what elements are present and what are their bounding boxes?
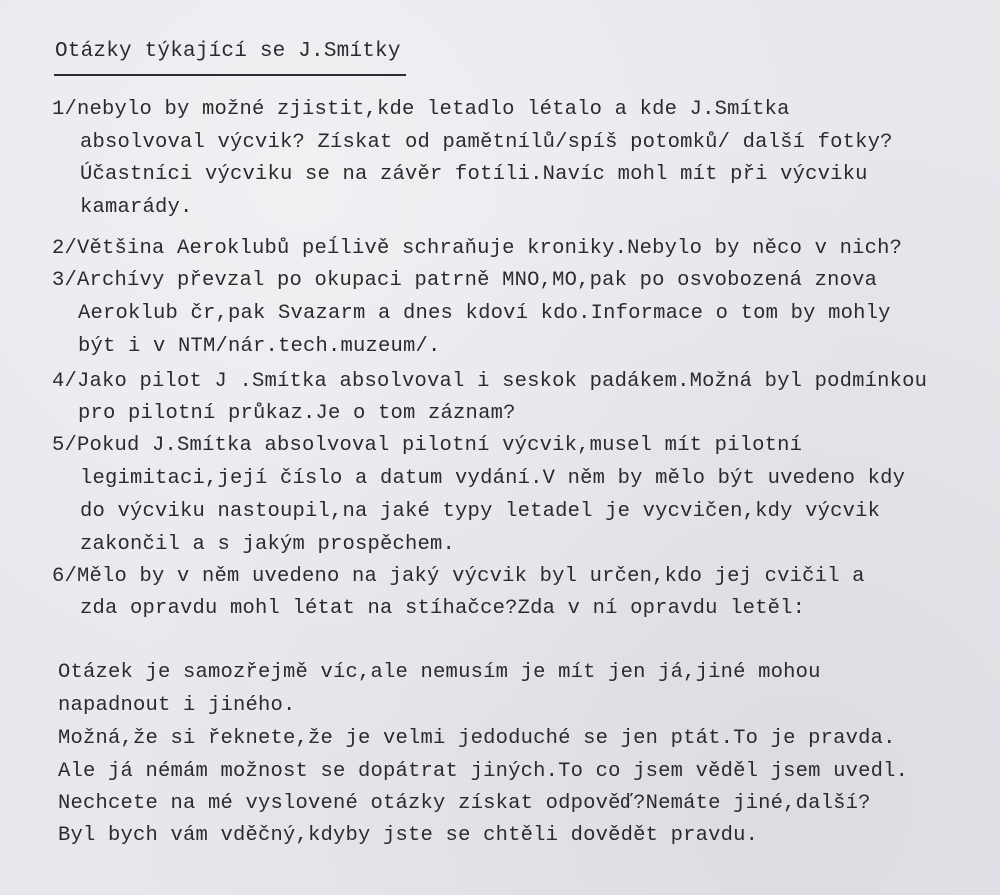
question-5-line-4: zakončil a s jakým prospěchem. bbox=[80, 533, 456, 556]
question-4-line-2: pro pilotní průkaz.Je o tom záznam? bbox=[78, 402, 516, 425]
question-3-line-2: Aeroklub čr,pak Svazarm a dnes kdoví kdo.Informace o tom by mohly bbox=[78, 302, 891, 325]
closing-line-4: Ale já némám možnost se dopátrat jiných.To co jsem věděl jsem uvedl. bbox=[58, 760, 909, 783]
document-title: Otázky týkající se J.Smítky bbox=[55, 40, 401, 63]
closing-line-3: Možná,že si řeknete,že je velmi jedoduché se jen ptát.To je pravda. bbox=[58, 727, 896, 750]
question-4-line-1: 4/Jako pilot J .Smítka absolvoval i seskok padákem.Možná byl podmínkou bbox=[52, 370, 928, 393]
question-5-line-2: legimitaci,její číslo a datum vydání.V něm by mělo být uvedeno kdy bbox=[80, 467, 906, 490]
question-3-line-3: být i v NTM/nár.tech.muzeum/. bbox=[78, 335, 441, 358]
closing-line-6: Byl bych vám vděčný,kdyby jste se chtěli dovědět pravdu. bbox=[58, 824, 759, 847]
question-1-line-2: absolvoval výcvik? Získat od pamětnílů/spíš potomků/ další fotky? bbox=[80, 131, 893, 154]
closing-line-5: Nechcete na mé vyslovené otázky získat odpověď?Nemáte jiné,další? bbox=[58, 792, 871, 815]
question-1-line-1: 1/nebylo by možné zjistit,kde letadlo létalo a kde J.Smítka bbox=[52, 98, 790, 121]
closing-line-2: napadnout i jiného. bbox=[58, 694, 296, 717]
question-1-line-4: kamarády. bbox=[80, 196, 193, 219]
title-underline bbox=[54, 74, 406, 76]
closing-line-1: Otázek je samozřejmě víc,ale nemusím je mít jen já,jiné mohou bbox=[58, 661, 821, 684]
question-6-line-2: zda opravdu mohl létat na stíhačce?Zda v ní opravdu letěl: bbox=[80, 597, 806, 620]
question-1-line-3: Účastníci výcviku se na závěr fotíli.Navíc mohl mít při výcviku bbox=[80, 163, 868, 186]
question-5-line-3: do výcviku nastoupil,na jaké typy letadel je vycvičen,kdy výcvik bbox=[80, 500, 881, 523]
question-6-line-1: 6/Mělo by v něm uvedeno na jaký výcvik byl určen,kdo jej cvičil a bbox=[52, 565, 865, 588]
question-2-line-1: 2/Většina Aeroklubů peĺlivě schraňuje kroniky.Nebylo by něco v nich? bbox=[52, 237, 903, 260]
question-5-line-1: 5/Pokud J.Smítka absolvoval pilotní výcvik,musel mít pilotní bbox=[52, 434, 803, 457]
question-3-line-1: 3/Archívy převzal po okupaci patrně MNO,MO,pak po osvobozená znova bbox=[52, 269, 878, 292]
